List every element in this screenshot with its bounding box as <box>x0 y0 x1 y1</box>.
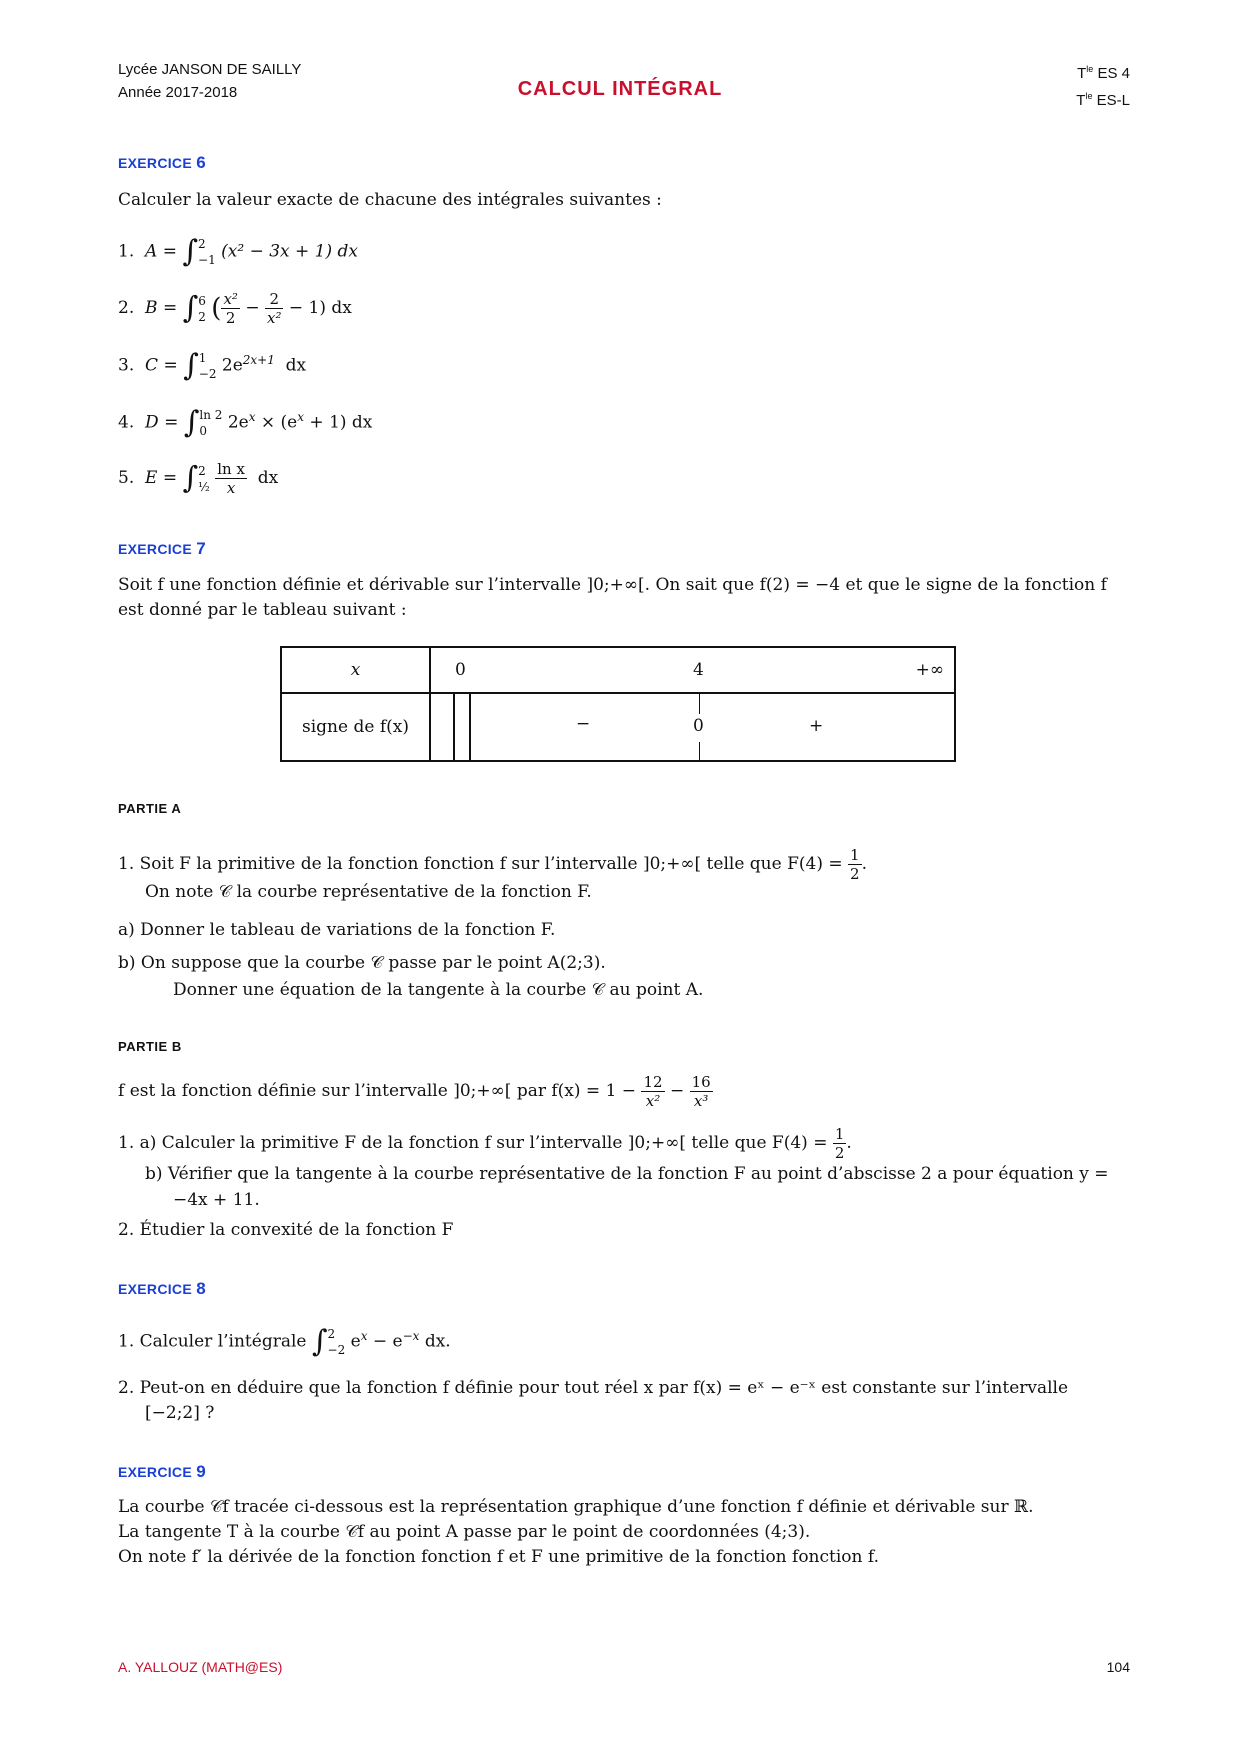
x-value-0: 0 <box>455 660 466 680</box>
zero-bar-bottom <box>699 742 700 760</box>
footer-author: A. YALLOUZ (MATH@ES) <box>118 1659 283 1675</box>
header-right <box>1076 58 1130 112</box>
zero-bar-top <box>699 694 700 714</box>
exercise-6-title: EXERCICE 6 <box>118 153 206 172</box>
part-a-q1b-1: b) On suppose que la courbe 𝒞 passe par le point A(2;3). <box>118 953 606 973</box>
page-title: CALCUL INTÉGRAL <box>517 78 723 100</box>
exercise-7-intro-2: est donné par le tableau suivant : <box>118 600 407 620</box>
sign-minus: − <box>576 714 591 734</box>
part-a-q1: 1. Soit F la primitive de la fonction fonction f sur l’intervalle ]0;+∞[ telle que F(4) = $\frac{1}{2}$ . <box>118 846 867 883</box>
exercise-7-title: EXERCICE 7 <box>118 539 206 558</box>
class-1: $T^{le}$ ES 4 <box>1077 64 1130 82</box>
exercise-8-q2-1: 2. Peut-on en déduire que la fonction f définie pour tout réel x par f(x) = eˣ − e⁻ˣ est constante sur l’intervalle <box>118 1378 1069 1398</box>
part-a-q1a: a) Donner le tableau de variations de la fonction F. <box>118 920 556 940</box>
exercise-8-q2-2: [−2;2] ? <box>145 1403 215 1423</box>
page-number: 104 <box>1106 1659 1130 1675</box>
exercise-7-intro-1: Soit f une fonction définie et dérivable sur l’intervalle ]0;+∞[. On sait que f(2) = −4 et que le signe de la fonction f <box>118 575 1107 595</box>
sign-table-x-label: x <box>281 647 430 693</box>
integral-d: 4. D = ∫ ln 2 0 $2e^x \times (e^x + 1)$ dx <box>118 405 373 441</box>
sign-table <box>280 646 956 762</box>
integral-e: 5. E = ∫ 2 ½ $\frac{\text{ln x}}{x}$ dx <box>118 460 279 497</box>
exercise-9-line-1: La courbe 𝒞f tracée ci-dessous est la représentation graphique d’une fonction f définie et dérivable sur ℝ. <box>118 1497 1034 1517</box>
part-a-q1-note: On note 𝒞 la courbe représentative de la fonction F. <box>145 882 592 902</box>
sign-plus: + <box>809 716 824 736</box>
part-b-definition: f est la fonction définie sur l’intervalle ]0;+∞[ par f(x) = 1 − $\frac{12}{\text{x²}}$ − $\frac{16}{\text{x³}}$ <box>118 1073 711 1110</box>
part-b-q1a: 1. a) Calculer la primitive F de la fonction f sur l’intervalle ]0;+∞[ telle que F(4) = $\frac{1}{2}$ . <box>118 1125 852 1162</box>
integral-a: 1. A = ∫ 2 −1 (x² − 3x + 1) dx <box>118 234 359 269</box>
part-b-q1b-2: −4x + 11. <box>173 1190 260 1210</box>
class-2: $T^{le}$ ES-L <box>1076 91 1130 109</box>
x-value-inf: +∞ <box>915 660 944 680</box>
exercise-9-title: EXERCICE 9 <box>118 1462 206 1481</box>
exercise-8-q1: 1. Calculer l’intégrale ∫ 2 −2 $e^x - e^{-x}$ dx. <box>118 1324 451 1360</box>
school-year: Année 2017-2018 <box>118 84 238 101</box>
exercise-6-intro: Calculer la valeur exacte de chacune des intégrales suivantes : <box>118 190 662 210</box>
part-b-q1b-1: b) Vérifier que la tangente à la courbe représentative de la fonction F au point d’abscisse 2 a pour équation y = <box>145 1164 1109 1184</box>
sign-table-sign-label: signe de f(x) <box>281 693 430 761</box>
part-b-title: PARTIE B <box>118 1039 182 1054</box>
exercise-9-line-3: On note f′ la dérivée de la fonction fonction f et F une primitive de la fonction fonction f. <box>118 1547 879 1567</box>
part-a-q1b-2: Donner une équation de la tangente à la courbe 𝒞 au point A. <box>173 980 704 1000</box>
part-b-q2: 2. Étudier la convexité de la fonction F <box>118 1220 454 1240</box>
school-name: Lycée JANSON DE SAILLY <box>118 61 302 78</box>
forbidden-value-bar <box>453 694 471 760</box>
integral-b: 2. B = ∫ 6 2 ( $\frac{\text{x²}}{2}$ − $\frac{2}{\text{x²}}$ − 1) dx <box>118 290 352 327</box>
exercise-8-title: EXERCICE 8 <box>118 1279 206 1298</box>
part-a-title: PARTIE A <box>118 801 182 816</box>
sign-table-row-x <box>281 647 955 693</box>
integral-c: 3. C = ∫ 1 −2 $2e^{2x+1}$ dx <box>118 348 307 384</box>
sign-table-row-sign <box>281 693 955 761</box>
sign-table-x-values <box>430 647 955 693</box>
x-value-4: 4 <box>693 660 704 680</box>
sign-zero: 0 <box>693 716 704 736</box>
sign-table-sign-values <box>430 693 955 761</box>
exercise-9-line-2: La tangente T à la courbe 𝒞f au point A passe par le point de coordonnées (4;3). <box>118 1522 811 1542</box>
